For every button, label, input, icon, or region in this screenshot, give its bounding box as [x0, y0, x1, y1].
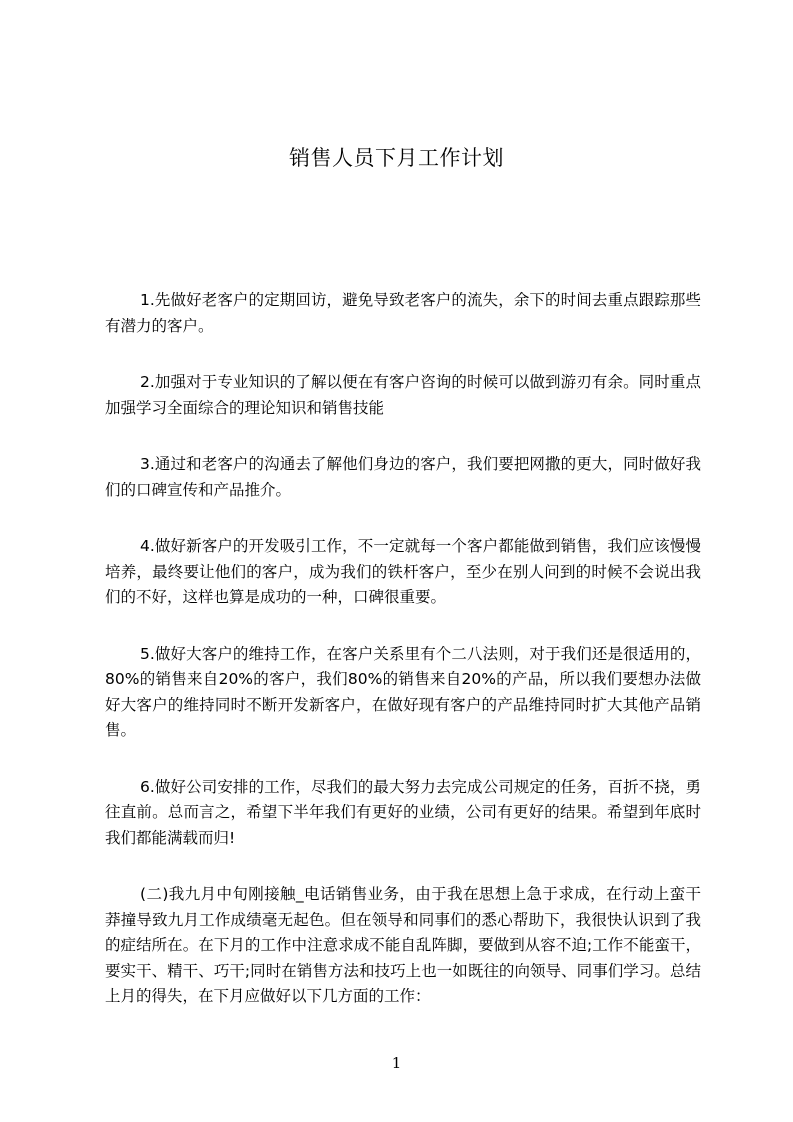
- paragraph-6: 6.做好公司安排的工作，尽我们的最大努力去完成公司规定的任务，百折不挠，勇往直前。总而言之，希望下半年我们有更好的业绩，公司有更好的结果。希望到年底时我们都能满载而归!: [105, 777, 701, 847]
- paragraph-5: 5.做好大客户的维持工作，在客户关系里有个二八法则，对于我们还是很适用的，80%的销售来自20%的客户，我们80%的销售来自20%的产品，所以我们要想办法做好大客户的维持同时不断开发新客户，在做好现有客户的产品维持同时扩大其他产品销售。: [105, 644, 701, 739]
- document-title: 销售人员下月工作计划: [289, 146, 504, 170]
- paragraph-2: 2.加强对于专业知识的了解以便在有客户咨询的时候可以做到游刃有余。同时重点加强学习全面综合的理论知识和销售技能: [105, 373, 701, 417]
- paragraph-1: 1.先做好老客户的定期回访，避免导致老客户的流失，余下的时间去重点跟踪那些有潜力的客户。: [105, 291, 701, 335]
- document-body: [105, 288, 701, 1041]
- paragraph-3: 3.通过和老客户的沟通去了解他们身边的客户，我们要把网撒的更大，同时做好我们的口碑宣传和产品推介。: [105, 455, 701, 499]
- paragraph-7: (二)我九月中旬刚接触_电话销售业务，由于我在思想上急于求成，在行动上蛮干莽撞导致九月工作成绩毫无起色。但在领导和同事们的悉心帮助下，我很快认识到了我的症结所在。在下月的工作中注意求成不能自乱阵脚，要做到从容不迫;工作不能蛮干，要实干、精干、巧干;同时在销售方法和技巧上也一如既往的向领导、同事们学习。总结上月的得失，在下月应做好以下几方面的工作：: [105, 885, 701, 1005]
- page-number: 1: [391, 1054, 402, 1072]
- paragraph-4: 4.做好新客户的开发吸引工作，不一定就每一个客户都能做到销售，我们应该慢慢培养，最终要让他们的客户，成为我们的铁杆客户，至少在别人问到的时候不会说出我们的不好，这样也算是成功的一种，口碑很重要。: [105, 537, 701, 606]
